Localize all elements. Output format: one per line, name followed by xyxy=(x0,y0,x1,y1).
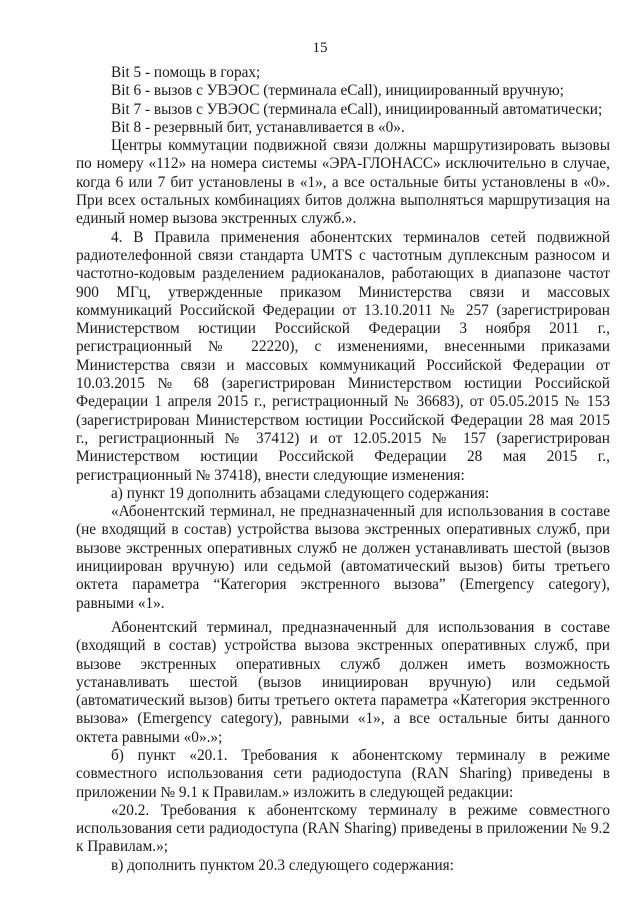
document-body xyxy=(76,64,610,875)
quote-non-ecall-terminal: «Абонентский терминал, не предназначенный для использования в составе (не входящий в состав) устройства вызова экстренных оперативных служб, при вызове экстренных оперативных служб не должен устанавливать шестой (вызов инициирован вручную) или седьмой (автоматический вызов) биты третьего октета параметра “Категория экстренного вызова” (Emergency category), равными «1». xyxy=(76,503,610,612)
bit-6-line: Bit 6 - вызов с УВЭОС (терминала eCall), инициированный вручную; xyxy=(111,82,564,100)
quote-ecall-terminal: Абонентский терминал, предназначенный для использования в составе (входящий в состав) устройства вызова экстренных оперативных служб, при вызове экстренных оперативных служб должен иметь возможность устанавливать шестой (вызов инициирован вручную) или седьмой (автоматический вызов) биты третьего октета параметра «Категория экстренного вызова» (Emergency category), равными «1», а все остальные биты данного октета равными «0».»; xyxy=(76,618,610,746)
bit-8-line: Bit 8 - резервный бит, устанавливается в «0». xyxy=(111,118,405,136)
subitem-a: а) пункт 19 дополнить абзацами следующего содержания: xyxy=(111,484,490,502)
bit-7-line: Bit 7 - вызов с УВЭОС (терминала eCall), инициированный автоматически; xyxy=(111,100,603,118)
bit-5-line: Bit 5 - помощь в горах; xyxy=(111,64,261,81)
routing-paragraph: Центры коммутации подвижной связи должны маршрутизировать вызовы по номеру «112» на номера системы «ЭРА-ГЛОНАСС» исключительно в случае, когда 6 или 7 бит установлены в «1», а все остальные биты установлены в «0». При всех остальных комбинациях битов должна выполняться маршрутизация на единый номер вызова экстренных служб.». xyxy=(76,137,610,228)
amendment-item-4: 4. В Правила применения абонентских терминалов сетей подвижной радиотелефонной связи стандарта UMTS с частотным дуплексным разносом и частотно-кодовым разделением радиоканалов, работающих в диапазоне частот 900 МГц, утвержденные приказом Министерства связи и массовых коммуникаций Российской Федерации от 13.10.2011 № 257 (зарегистрирован Министерством юстиции Российской Федерации 3 ноября 2011 г., регистрационный № 22220), с изменениями, внесенными приказами Министерства связи и массовых коммуникаций Российской Федерации от 10.03.2015 № 68 (зарегистрирован Министерством юстиции Российской Федерации 1 апреля 2015 г., регистрационный № 36683), от 05.05.2015 № 153 (зарегистрирован Министерством юстиции Российской Федерации 28 мая 2015 г., регистрационный № 37412) и от 12.05.2015 № 157 (зарегистрирован Министерством юстиции Российской Федерации 28 мая 2015 г., регистрационный № 37418), внести следующие изменения: xyxy=(76,228,610,484)
quote-20-2: «20.2. Требования к абонентскому терминалу в режиме совместного использования сети радиодоступа (RAN Sharing) приведены в приложении № 9.2 к Правилам.»; xyxy=(76,801,610,856)
subitem-b: б) пункт «20.1. Требования к абонентскому терминалу в режиме совместного использования сети радиодоступа (RAN Sharing) приведены в приложении № 9.1 к Правилам.» изложить в следующей редакции: xyxy=(76,746,610,801)
subitem-v: в) дополнить пунктом 20.3 следующего содержания: xyxy=(111,856,454,874)
page-number: 15 xyxy=(312,40,328,56)
